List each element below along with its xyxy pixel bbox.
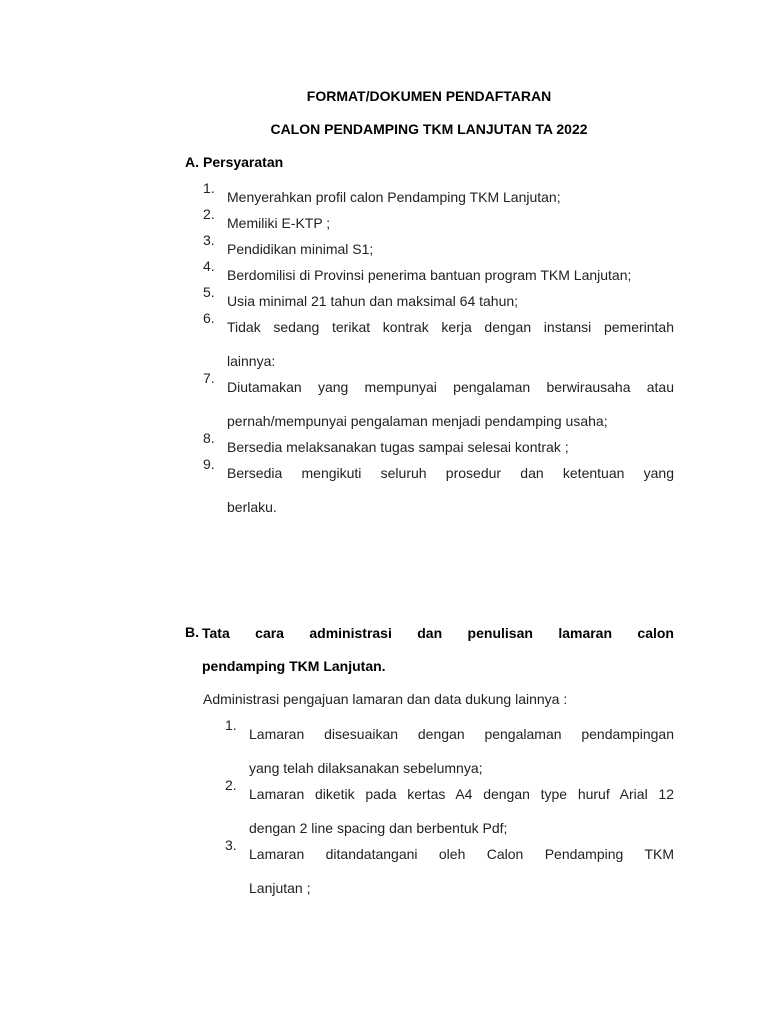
list-item-number: 4. <box>203 258 215 274</box>
list-item-text: Bersedia mengikuti seluruh prosedur dan ketentuan yang berlaku. <box>227 465 674 515</box>
list-item-number: 9. <box>203 456 215 472</box>
list-item-number: 1. <box>203 180 215 196</box>
list-item-text: Usia minimal 21 tahun dan maksimal 64 tahun; <box>227 293 519 309</box>
list-item-number: 3. <box>203 232 215 248</box>
list-item <box>203 456 674 524</box>
list-item-number: 3. <box>225 837 237 853</box>
list-item-number: 6. <box>203 310 215 326</box>
list-item-text: Tidak sedang terikat kontrak kerja dengan instansi pemerintah lainnya: <box>227 319 674 369</box>
list-item-text: Memiliki E-KTP ; <box>227 215 331 231</box>
document-title-line2: CALON PENDAMPING TKM LANJUTAN TA 2022 <box>270 121 588 137</box>
section-b-title-line2: pendamping TKM Lanjutan. <box>202 658 386 674</box>
requirements-list <box>203 180 674 524</box>
list-item-text: Diutamakan yang mempunyai pengalaman berwirausaha atau pernah/mempunyai pengalaman menjadi pendamping usaha; <box>227 379 674 429</box>
section-a-title: Persyaratan <box>203 154 284 170</box>
section-b-title-line1: Tata cara administrasi dan penulisan lamaran calon <box>202 625 674 641</box>
list-item-number: 8. <box>203 430 215 446</box>
list-item <box>203 310 674 378</box>
list-item-number: 2. <box>225 777 237 793</box>
list-item-text: Berdomilisi di Provinsi penerima bantuan program TKM Lanjutan; <box>227 267 632 283</box>
list-item-number: 7. <box>203 370 215 386</box>
list-item <box>225 837 674 905</box>
list-item-text: Lamaran diketik pada kertas A4 dengan type huruf Arial 12 dengan 2 line spacing dan berbentuk Pdf; <box>249 786 674 836</box>
section-b-heading <box>185 624 674 674</box>
list-item <box>225 717 674 785</box>
list-item-number: 5. <box>203 284 215 300</box>
list-item-text: Menyerahkan profil calon Pendamping TKM Lanjutan; <box>227 189 561 205</box>
section-a-letter: A. <box>185 154 199 170</box>
section-a-heading <box>185 154 283 171</box>
list-item-text: Lamaran disesuaikan dengan pengalaman pendampingan yang telah dilaksanakan sebelumnya; <box>249 726 674 776</box>
document-title-line1: FORMAT/DOKUMEN PENDAFTARAN <box>306 88 552 104</box>
list-item-number: 1. <box>225 717 237 733</box>
list-item <box>203 370 674 438</box>
list-item-text: Bersedia melaksanakan tugas sampai selesai kontrak ; <box>227 439 569 455</box>
list-item <box>225 777 674 845</box>
list-item-text: Lamaran ditandatangani oleh Calon Pendamping TKM Lanjutan ; <box>249 846 674 896</box>
section-b-intro: Administrasi pengajuan lamaran dan data dukung lainnya : <box>203 691 568 707</box>
list-item-text: Pendidikan minimal S1; <box>227 241 374 257</box>
list-item-number: 2. <box>203 206 215 222</box>
section-b-letter: B. <box>185 624 199 640</box>
administration-list <box>225 717 674 905</box>
